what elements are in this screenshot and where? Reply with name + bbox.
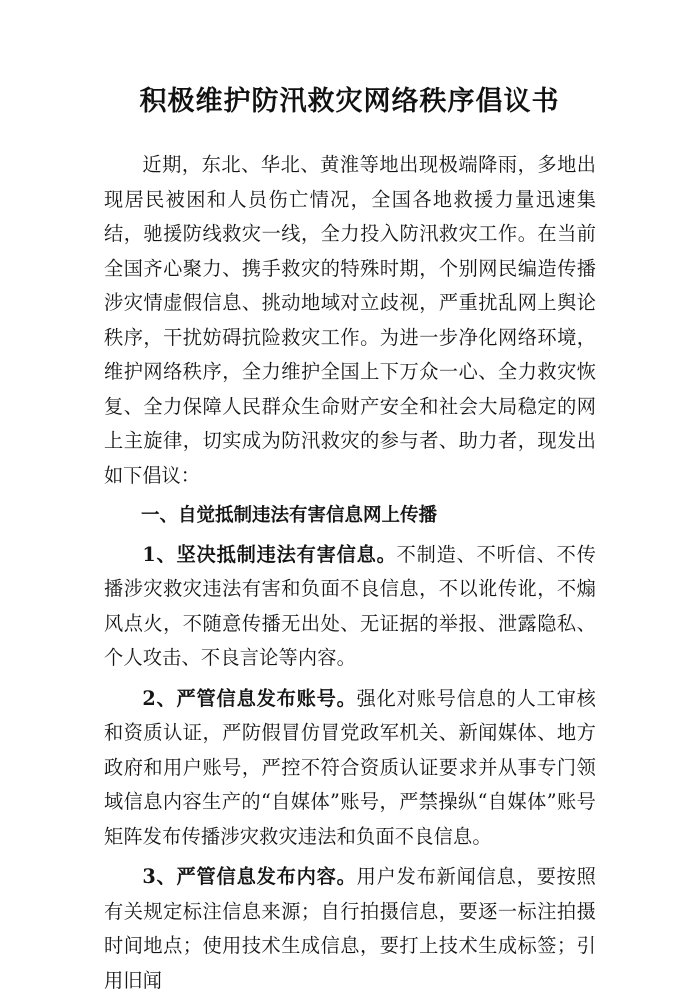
document-body — [104, 148, 596, 1004]
item-1-text: 不制造、不听信、不传播涉灾救灾违法有害和负面不良信息，不以讹传讹，不煽风点火，不随意传播无出处、无证据的举报、泄露隐私、个人攻击、不良言论等内容。 — [104, 542, 597, 669]
item-1-paragraph — [104, 538, 596, 676]
item-3-lead: 3、严管信息发布内容。 — [142, 865, 357, 888]
item-1-lead: 1、坚决抵制违法有害信息。 — [142, 542, 397, 566]
item-2-paragraph — [104, 682, 596, 855]
document-title: 积极维护防汛救灾网络秩序倡议书 — [139, 86, 560, 117]
item-2-lead: 2、严管信息发布账号。 — [142, 686, 357, 710]
item-3-text: 用户发布新闻信息，要按照有关规定标注信息来源；自行拍摄信息，要逐一标注拍摄时间地点；使用技术生成信息，要打上技术生成标签；引用旧闻 — [104, 865, 596, 992]
section-heading: 一、自觉抵制违法有害信息网上传播 — [141, 505, 438, 526]
intro-paragraph: 近期，东北、华北、黄淮等地出现极端降雨，多地出现居民被困和人员伤亡情况，全国各地救援力量迅速集结，驰援防线救灾一线，全力投入防汛救灾工作。在当前全国齐心聚力、携手救灾的特殊时期，个别网民编造传播涉灾情虚假信息、挑动地域对立歧视，严重扰乱网上舆论秩序，干扰妨碍抗险救灾工作。为进一步净化网络环境，维护网络秩序，全力维护全国上下万众一心、全力救灾恢复、全力保障人民群众生命财产安全和社会大局稳定的网上主旋律，切实成为防汛救灾的参与者、助力者，现发出如下倡议： — [104, 153, 596, 487]
item-2-text: 强化对账号信息的人工审核和资质认证，严防假冒仿冒党政军机关、新闻媒体、地方政府和用户账号，严控不符合资质认证要求并从事专门领域信息内容生产的“自媒体”账号，严禁操纵“自媒体”账号矩阵发布传播涉灾救灾违法和负面不良信息。 — [104, 686, 596, 848]
item-3-paragraph — [104, 860, 596, 998]
